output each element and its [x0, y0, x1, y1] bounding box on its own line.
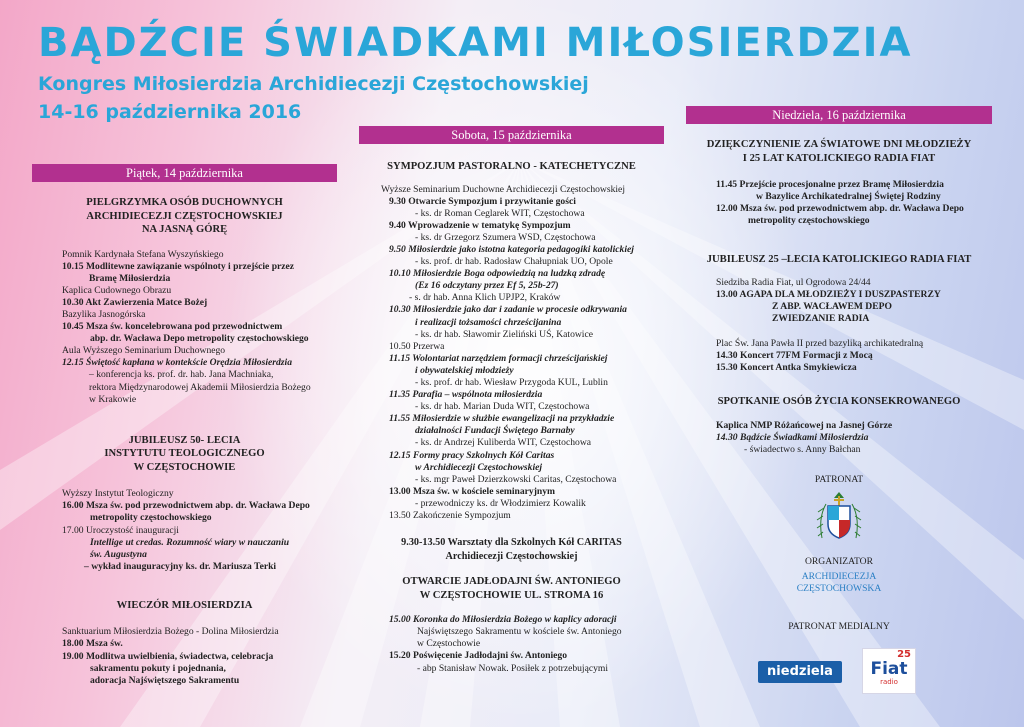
list-item: - ks. mgr Paweł Dzierzkowski Caritas, Częstochowa: [415, 473, 617, 485]
list-item: 11.15 Wolontariat narzędziem formacji chrześcijańskiej: [389, 352, 608, 364]
list-item: 14.30 Koncert 77FM Formacji z Mocą: [716, 350, 873, 362]
list-item: – konferencja ks. prof. dr. hab. Jana Machniaka,: [89, 369, 274, 381]
sunday-day-bar: Niedziela, 16 października: [686, 106, 992, 124]
list-item: 10.30 Miłosierdzie jako dar i zadanie w procesie odkrywania: [389, 304, 627, 316]
list-item: 13.00 AGAPA DLA MŁODZIEŻY I DUSZPASTERZY: [716, 288, 941, 300]
list-item: Bazylika Jasnogórska: [62, 308, 146, 320]
saturday-program-symposium: [359, 184, 664, 523]
list-item: 10.45 Msza św. koncelebrowana pod przewodnictwem: [62, 321, 283, 333]
list-item: 14.30 Bądźcie Świadkami Miłosierdzia: [716, 432, 869, 444]
list-item: 15.30 Koncert Antka Smykiewicza: [716, 362, 857, 374]
list-item: 9.40 Wprowadzenie w tematykę Sympozjum: [389, 219, 571, 231]
sunday-heading-thanksgiving: DZIĘKCZYNIENIE ZA ŚWIATOWE DNI MŁODZIEŻY I 25 LAT KATOLICKIEGO RADIA FIAT: [706, 139, 972, 164]
list-item: 11.35 Parafia – wspólnota miłosierdzia: [389, 389, 543, 401]
list-item: i obywatelskiej młodzieży: [415, 364, 514, 376]
sunday-program-radio: [686, 277, 992, 375]
list-item: sakramentu pokuty i pojednania,: [90, 662, 226, 674]
sunday-program-thanksgiving: [686, 179, 992, 227]
list-item: - świadectwo s. Anny Bałchan: [744, 444, 861, 456]
list-item: - s. dr hab. Anna Klich UPJP2, Kraków: [409, 292, 561, 304]
fiat-radio-label: radio: [880, 678, 898, 686]
list-item: metropolity częstochowskiego: [90, 512, 212, 524]
saturday-column: [359, 126, 664, 675]
list-item: 11.55 Miłosierdzie w służbie ewangelizacji na przykładzie: [389, 413, 615, 425]
list-item: w Krakowie: [89, 393, 137, 405]
fiat-wordmark: Fiat: [870, 659, 908, 679]
list-item: rektora Międzynarodowej Akademii Miłosierdzia Bożego: [89, 381, 311, 393]
list-item: Najświętszego Sakramentu w kościele św. Antoniego: [417, 626, 622, 638]
list-item: 10.10 Miłosierdzie Boga odpowiedzią na ludzką zdradę: [389, 268, 606, 280]
list-item: 12.15 Formy pracy Szkolnych Kół Caritas: [389, 449, 555, 461]
friday-program-pilgrimage: [32, 249, 337, 406]
list-item: Bramę Miłosierdzia: [89, 272, 171, 284]
list-item: - ks. dr Andrzej Kuliberda WIT, Częstochowa: [415, 437, 592, 449]
list-item: - ks. dr Roman Ceglarek WIT, Częstochowa: [415, 207, 585, 219]
friday-program-evening: [32, 626, 337, 686]
list-item: 12.00 Msza św. pod przewodnictwem abp. dr. Wacława Depo: [716, 203, 964, 215]
list-item: (Ez 16 odczytany przez Ef 5, 25b-27): [415, 280, 559, 292]
friday-heading-jubilee: JUBILEUSZ 50- LECIA INSTYTUTU TEOLOGICZNEGO W CZĘSTOCHOWIE: [104, 434, 265, 473]
sunday-column: [686, 106, 992, 633]
list-item: i realizacji tożsamości chrześcijanina: [415, 316, 562, 328]
list-item: – wykład inauguracyjny ks. dr. Mariusza Terki: [84, 560, 277, 572]
list-item: Kaplica NMP Różańcowej na Jasnej Górze: [716, 420, 893, 432]
friday-heading-pilgrimage: PIELGRZYMKA OSÓB DUCHOWNYCH ARCHIDIECEZJI CZĘSTOCHOWSKIEJ NA JASNĄ GÓRĘ: [86, 197, 283, 235]
list-item: 13.00 Msza św. w kościele seminaryjnym: [389, 485, 556, 497]
list-item: Z ABP. WACŁAWEM DEPO: [772, 301, 892, 313]
list-item: ZWIEDZANIE RADIA: [772, 313, 870, 325]
friday-day-bar: Piątek, 14 października: [32, 164, 337, 182]
list-item: Intellige ut credas. Rozumność wiary w nauczaniu: [90, 536, 290, 548]
list-item: 12.15 Świętość kapłana w kontekście Orędzia Miłosierdzia: [62, 357, 292, 369]
list-item: Wyższy Instytut Teologiczny: [62, 488, 174, 500]
saturday-day-bar: Sobota, 15 października: [359, 126, 664, 144]
list-item: działalności Fundacji Świętego Barnaby: [415, 425, 575, 437]
list-item: Siedziba Radia Fiat, ul Ogrodowa 24/44: [716, 276, 871, 288]
list-item: 19.00 Modlitwa uwielbienia, świadectwa, celebracja: [62, 650, 274, 662]
organizer-label: ORGANIZATOR: [804, 556, 874, 568]
list-item: - ks. dr hab. Marian Duda WIT, Częstochowa: [415, 401, 590, 413]
list-item: 11.45 Przejście procesjonalne przez Bramę Miłosierdzia: [716, 179, 944, 190]
list-item: św. Augustyna: [90, 548, 147, 560]
list-item: 9.50 Miłosierdzie jako istotna kategoria pedagogiki katolickiej: [389, 243, 634, 255]
list-item: Plac Św. Jana Pawła II przed bazyliką archikatedralną: [716, 338, 924, 350]
list-item: 9.30 Otwarcie Sympozjum i przywitanie gości: [389, 195, 576, 207]
list-item: 18.00 Msza św.: [62, 638, 123, 650]
list-item: Wyższe Seminarium Duchowne Archidiecezji Częstochowskiej: [381, 183, 625, 195]
list-item: 10.50 Przerwa: [389, 340, 445, 352]
media-patronage-label: PATRONAT MEDIALNY: [788, 620, 890, 632]
saturday-workshop: 9.30-13.50 Warsztaty dla Szkolnych Kół CARITAS Archidiecezji Częstochowskiej: [401, 537, 622, 562]
list-item: 10.15 Modlitewne zawiązanie wspólnoty i przejście przez: [62, 260, 295, 272]
list-item: adoracja Najświętszego Sakramentu: [90, 674, 240, 686]
radio-fiat-logo: [862, 648, 916, 694]
friday-column: [32, 164, 337, 687]
list-item: w Archidiecezji Częstochowskiej: [415, 461, 543, 473]
list-item: Aula Wyższego Seminarium Duchownego: [62, 345, 226, 357]
saturday-program-canteen: [359, 614, 664, 674]
list-item: w Bazylice Archikatedralnej Świętej Rodziny: [756, 191, 941, 203]
list-item: abp. dr. Wacława Depo metropolity częstochowskiego: [90, 333, 309, 345]
organizer-name: ARCHIDIECEZJA CZĘSTOCHOWSKA: [796, 570, 882, 594]
list-item: - ks. prof. dr hab. Radosław Chałupniak UO, Opole: [415, 256, 613, 268]
page-subtitle: Kongres Miłosierdzia Archidiecezji Częstochowskiej: [38, 73, 589, 95]
sunday-heading-consecrated: SPOTKANIE OSÓB ŻYCIA KONSEKROWANEGO: [717, 395, 961, 407]
list-item: 17.00 Uroczystość inauguracji: [62, 524, 179, 536]
list-item: - abp Stanisław Nowak. Posiłek z potrzebującymi: [417, 662, 609, 674]
friday-program-jubilee: [32, 488, 337, 573]
event-dates: 14-16 października 2016: [38, 101, 302, 123]
list-item: Pomnik Kardynała Stefana Wyszyńskiego: [62, 248, 224, 260]
fiat-anniversary-number: 25: [897, 649, 911, 660]
list-item: - przewodniczy ks. dr Włodzimierz Kowalik: [415, 497, 586, 509]
list-item: - ks. dr hab. Sławomir Zieliński UŚ, Katowice: [415, 328, 593, 340]
list-item: 15.20 Poświęcenie Jadłodajni św. Antoniego: [389, 650, 568, 662]
saturday-heading-symposium: SYMPOZJUM PASTORALNO - KATECHETYCZNE: [387, 161, 636, 172]
page-title: BĄDŹCIE ŚWIADKAMI MIŁOSIERDZIA: [38, 20, 913, 66]
list-item: 13.50 Zakończenie Sympozjum: [389, 510, 511, 522]
sunday-program-consecrated: [686, 420, 992, 456]
list-item: Sanktuarium Miłosierdzia Bożego - Dolina Miłosierdzia: [62, 626, 279, 638]
sunday-heading-radio-jubilee: JUBILEUSZ 25 –LECIA KATOLICKIEGO RADIA FIAT: [706, 254, 972, 266]
friday-heading-evening: WIECZÓR MIŁOSIERDZIA: [116, 599, 253, 611]
list-item: - ks. dr Grzegorz Szumera WSD, Częstochowa: [415, 231, 596, 243]
list-item: 15.00 Koronka do Miłosierdzia Bożego w kaplicy adoracji: [389, 614, 617, 626]
niedziela-logo: niedziela: [758, 661, 842, 683]
list-item: w Częstochowie: [417, 638, 481, 650]
list-item: 16.00 Msza św. pod przewodnictwem abp. dr. Wacława Depo: [62, 500, 310, 512]
saturday-heading-canteen: OTWARCIE JADŁODAJNI ŚW. ANTONIEGO W CZĘSTOCHOWIE UL. STROMA 16: [402, 576, 621, 601]
patronage-label: PATRONAT: [814, 474, 864, 486]
list-item: - ks. prof. dr hab. Wiesław Przygoda KUL, Lublin: [415, 377, 608, 388]
list-item: Kaplica Cudownego Obrazu: [62, 284, 172, 296]
coat-of-arms-icon: [814, 490, 864, 546]
list-item: metropolity częstochowskiego: [748, 215, 870, 227]
list-item: 10.30 Akt Zawierzenia Matce Bożej: [62, 296, 208, 308]
